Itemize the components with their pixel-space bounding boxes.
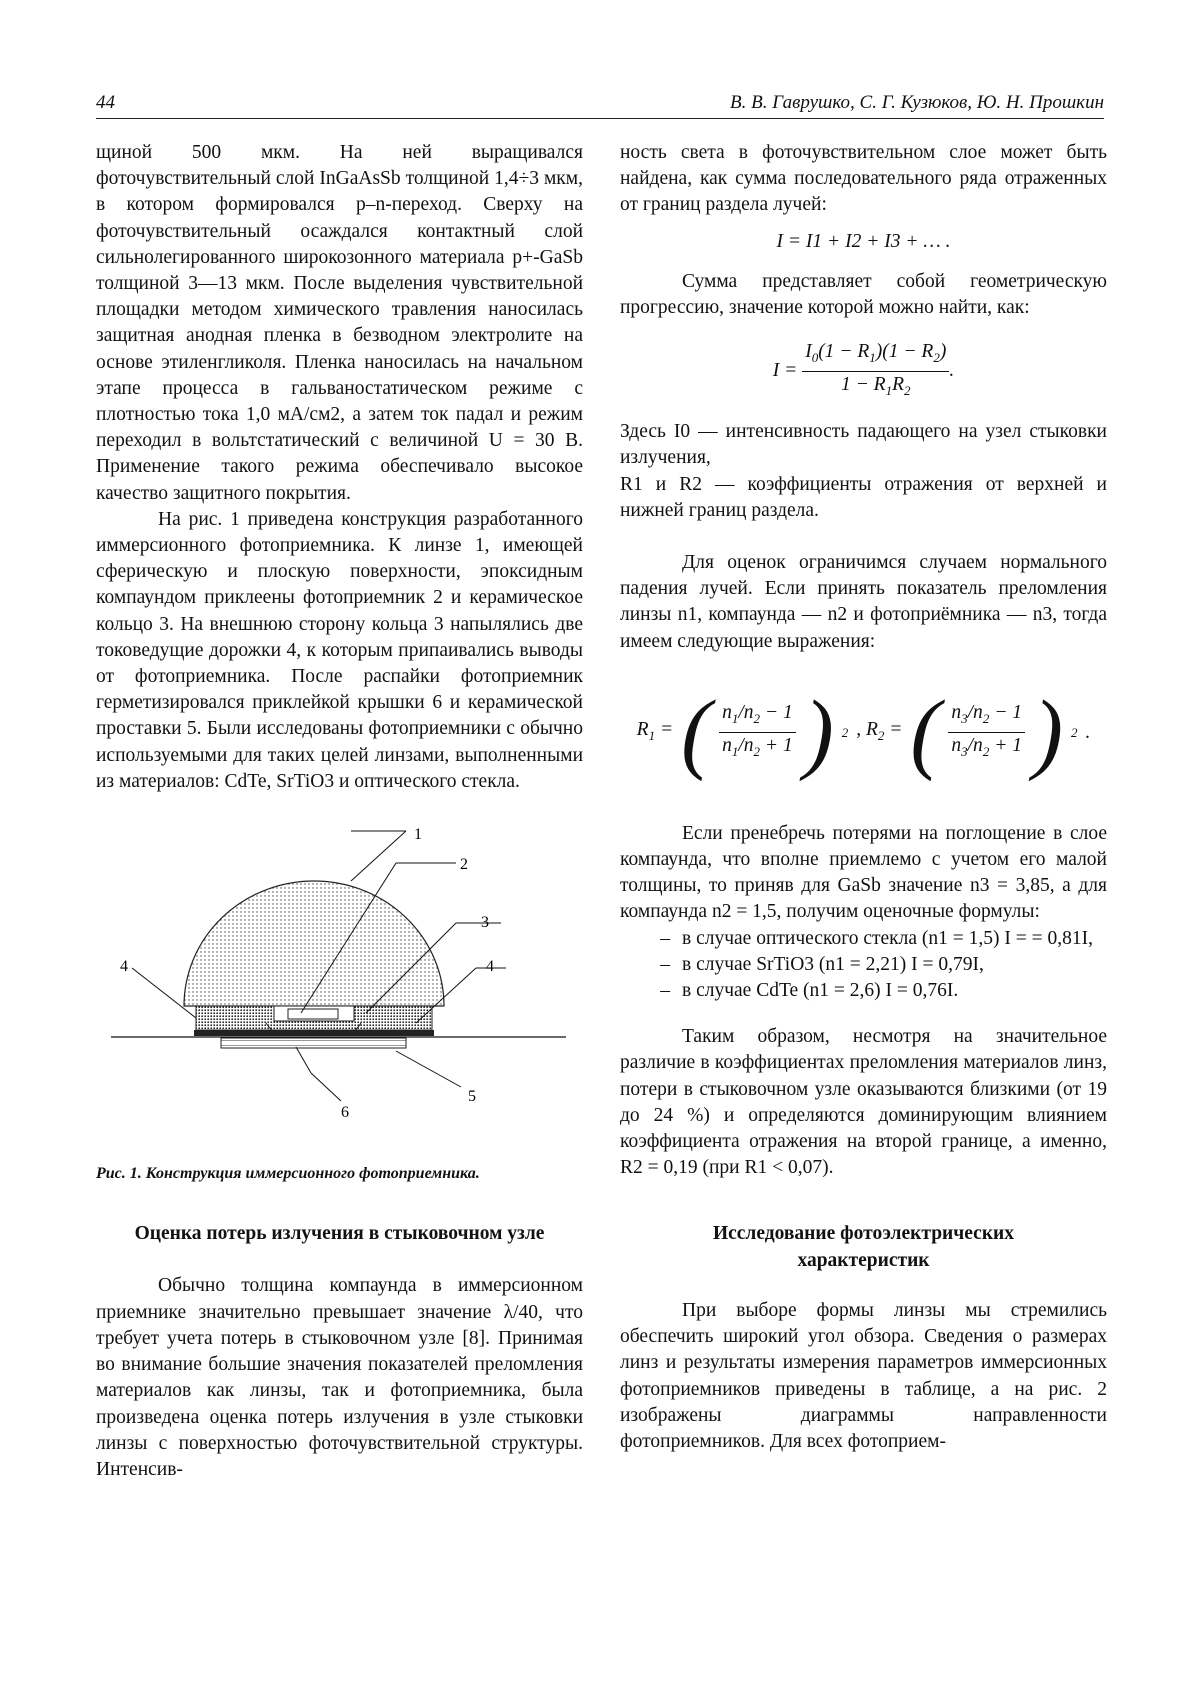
lens (184, 881, 444, 1006)
equation-reflection: $R_1$ = ( $\frac{n_1/n_2 - 1}{n_1/n_2 + 1}$ ) 2 , $R_2$ = ( $\frac{n_3/n_2 - 1}{n_3/n_2 + 1}$ ) 2 . (636, 682, 1091, 782)
right-paragraph-2: Сумма представляет собой геометрическую прогрессию, значение которой можно найти, как: (620, 270, 1107, 319)
running-authors: В. В. Гаврушко, С. Г. Кузюков, Ю. Н. Прошкин (730, 92, 1104, 113)
label-6: 6 (341, 1104, 349, 1122)
figure-caption: Рис. 1. Конструкция иммерсионного фотоприемника. (96, 1165, 480, 1183)
right-paragraph-5: Если пренебречь потерями на поглощение в слое компаунда, что вполне приемлемо с учетом его малой толщины, то приняв для GaSb значение n3 = 3,85, а для компаунда n2 = 1,5, получим оценочные формулы: (620, 822, 1107, 923)
label-4-left: 4 (120, 958, 128, 976)
section-title-characteristics: Исследование фотоэлектрических характеристик (712, 1223, 1015, 1271)
right-column (620, 140, 1107, 1455)
equation-geometric: I = $\frac{I_0(1 - R_1)(1 - R_2)}{1 - R_1R_2}$ . (772, 341, 955, 399)
label-2: 2 (460, 856, 468, 874)
left-column (96, 140, 583, 1483)
estimate-cdte: – в случае CdTe (n1 = 2,6) I = 0,76I. (660, 980, 959, 1002)
right-paragraph-3b: R1 и R2 — коэффициенты отражения от верхней и нижней границ раздела. (620, 473, 1107, 521)
spacer (221, 1038, 406, 1048)
right-paragraph-7: При выборе формы линзы мы стремились обеспечить широкий угол обзора. Сведения о размерах линз и результаты измерения параметров иммерсионных фотоприемников приведены в таблице, а на рис. 2 изображены диаграммы направленности фотоприемников. Для всех фотоприем- (620, 1299, 1107, 1452)
label-1: 1 (414, 826, 422, 844)
figure-1 (96, 823, 583, 1155)
estimate-srtio3: – в случае SrTiO3 (n1 = 2,21) I = 0,79I, (660, 953, 984, 975)
estimate-glass: – в случае оптического стекла (n1 = 1,5) I = = 0,81I, (660, 927, 1093, 949)
right-paragraph-1: ность света в фоточувствительном слое может быть найдена, как сумма последовательного ряда отраженных от границ раздела лучей: (620, 142, 1107, 216)
right-paragraph-3a: Здесь I0 — интенсивность падающего на узел стыковки излучения, (620, 421, 1107, 469)
right-paragraph-6: Таким образом, несмотря на значительное различие в коэффициентах преломления материалов линз, потери в стыковочном узле оказываются близкими (от 19 до 24 %) и определяются доминирующим влиянием коэффициента отражения на второй границе, а именно, R2 = 0,19 (при R1 < 0,07). (620, 1026, 1107, 1179)
label-5: 5 (468, 1088, 476, 1106)
label-4-right: 4 (486, 958, 494, 976)
page-header (96, 86, 1104, 119)
label-3: 3 (481, 914, 489, 932)
left-paragraph-2: На рис. 1 приведена конструкция разработанного иммерсионного фотоприемника. К линзе 1, имеющей сферическую и плоскую поверхности, эпоксидным компаундом приклеены фотоприемник 2 и керамическое кольцо 3. На внешнюю сторону кольца 3 напылялись две токоведущие дорожки 4, к которым припаивались выводы от фотоприемника. После распайки фотоприемник герметизировался приклейкой крышки 6 и керамической проставки 5. Были исследованы фотоприемники с обычно используемыми для таких целей линзами, выполненными из материалов: CdTe, SrTiO3 и оптического стекла. (96, 508, 583, 792)
page-number: 44 (96, 92, 115, 113)
right-paragraph-4: Для оценок ограничимся случаем нормального падения лучей. Если принять показатель преломления линзы n1, компаунда — n2 и фотоприёмника — n3, тогда имеем следующие выражения: (620, 552, 1107, 652)
conductive-tracks (194, 1030, 434, 1036)
photodetector-diagram (96, 823, 583, 1155)
section-title-losses: Оценка потерь излучения в стыковочном узле (134, 1223, 545, 1245)
left-paragraph-3: Обычно толщина компаунда в иммерсионном приемнике значительно превышает значение λ/40, что требует учета потерь в стыковочном узле [8]. Принимая во внимание большие значения показателей преломления материалов как линзы, так и фотоприемника, была произведена оценка потерь излучения в узле стыковки линзы с поверхностью фоточувствительной структуры. Интенсив- (96, 1275, 583, 1480)
left-paragraph-1: щиной 500 мкм. На ней выращивался фоточувствительный слой InGaAsSb толщиной 1,4÷3 мкм, в котором формировался p–n-переход. Сверху на фоточувствительный осаждался контактный слой сильнолегированного широкозонного материала p+-GaSb толщиной 3—13 мкм. После выделения чувствительной площадки методом химического травления наносилась защитная анодная пленка в безводном электролите на основе этиленгликоля. Пленка наносилась на начальном этапе процесса в гальваностатическом режиме с плотностью тока 1,0 мА/см2, а затем ток падал и режим переходил в вольтстатический с величиной U = 30 В. Применение такого режима обеспечивало высокое качество защитного покрытия. (96, 142, 583, 504)
equation-sum: I = I1 + I2 + I3 + … . (776, 230, 951, 252)
